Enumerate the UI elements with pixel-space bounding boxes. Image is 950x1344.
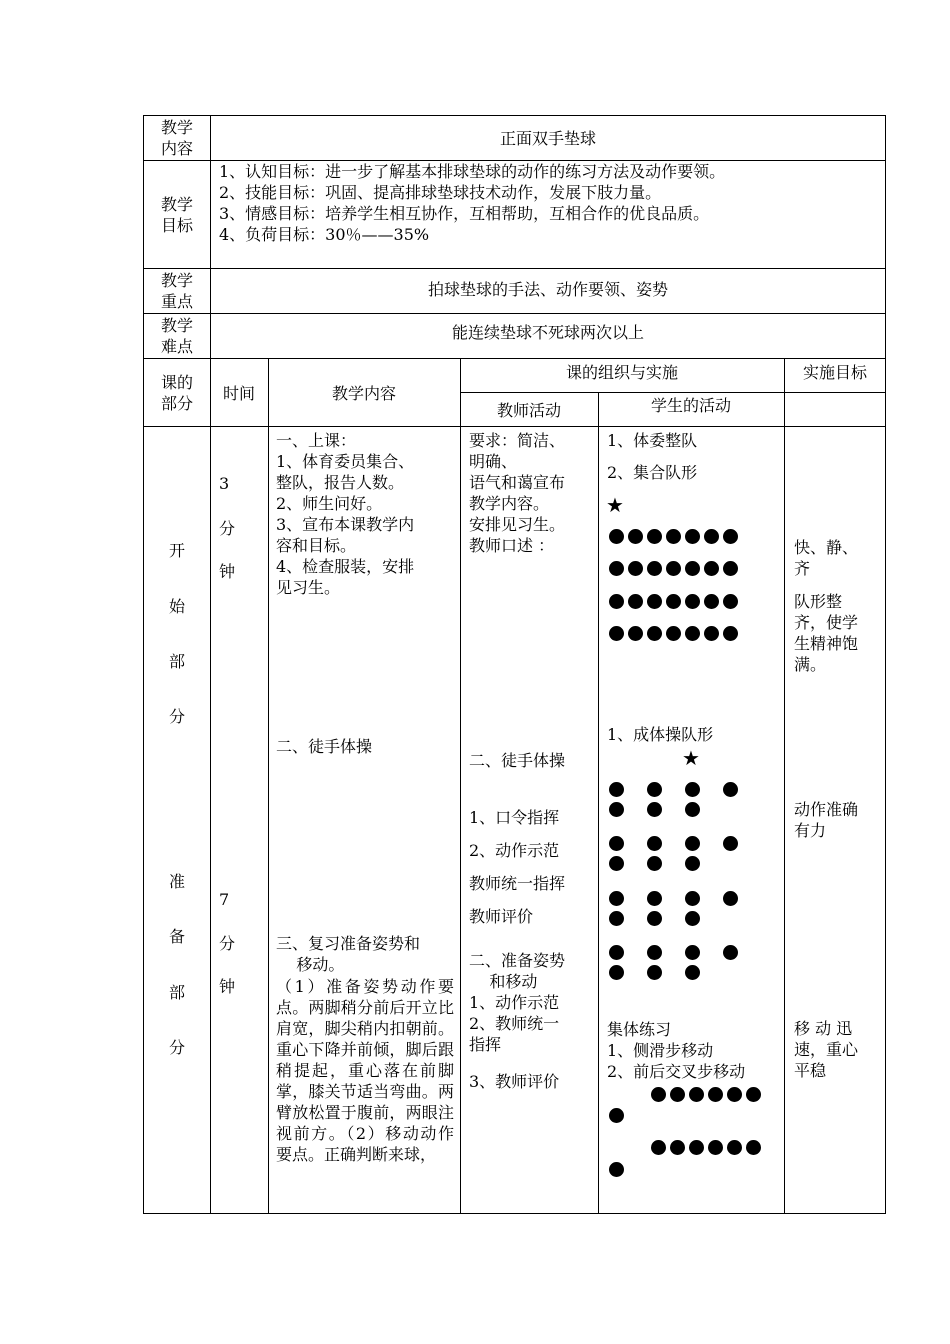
student-dot — [685, 891, 700, 906]
student-dot — [628, 626, 643, 641]
student-dot — [685, 594, 700, 609]
student-dot — [609, 782, 624, 797]
col-goal: 实施目标 — [802, 363, 867, 382]
student-dot — [685, 856, 700, 871]
goal-item: 4、负荷目标：30％——35% — [219, 225, 430, 244]
lesson-topic: 正面双手垫球 — [499, 129, 596, 148]
goal-4: 移 动 迅 速，重心 平稳 — [794, 1019, 859, 1080]
part-start-3: 部 — [168, 652, 185, 671]
student-dot — [723, 782, 738, 797]
part-prep-1: 准 — [168, 872, 185, 891]
student-dot — [647, 782, 662, 797]
student-dot — [685, 802, 700, 817]
part-start-2: 始 — [168, 597, 185, 616]
student-dot — [647, 891, 662, 906]
student-dot — [708, 1140, 723, 1155]
student-dot — [685, 836, 700, 851]
student-dot — [651, 1087, 666, 1102]
time-prep-num: 7 — [219, 890, 230, 909]
student-dot — [647, 945, 662, 960]
formation-3 — [609, 1087, 769, 1182]
part-prep-4: 分 — [168, 1038, 185, 1057]
student-dot — [727, 1140, 742, 1155]
student-dot — [685, 965, 700, 980]
student-dot — [647, 561, 662, 576]
formation-1 — [609, 529, 749, 647]
student-dot — [685, 911, 700, 926]
student-dot — [704, 626, 719, 641]
formation-2 — [609, 782, 749, 982]
student-dot — [670, 1087, 685, 1102]
teacher-item: 教师评价 — [469, 907, 534, 926]
student-dot — [666, 626, 681, 641]
student-dot — [689, 1140, 704, 1155]
teacher-item: 1、口令指挥 — [469, 808, 560, 827]
content-label: 教学 内容 — [160, 118, 193, 158]
student-dot — [609, 945, 624, 960]
student-dot — [666, 594, 681, 609]
student-dot — [651, 1140, 666, 1155]
student-dot — [647, 626, 662, 641]
goals-list — [219, 161, 725, 245]
teacher-block-3: 二、准备姿势 和移动 1、动作示范 2、教师统一 指挥 — [469, 951, 566, 1054]
goal-item: 3、情感目标：培养学生相互协作，互相帮助，互相合作的优良品质。 — [219, 204, 710, 223]
student-line-1: 1、体委整队 — [607, 431, 698, 450]
difficulty-value: 能连续垫球不死球两次以上 — [451, 323, 644, 342]
student-dot — [723, 561, 738, 576]
student-dot — [723, 945, 738, 960]
student-dot — [647, 802, 662, 817]
student-dot — [609, 529, 624, 544]
student-dot — [647, 965, 662, 980]
student-dot — [609, 561, 624, 576]
goal-2: 队形整 齐，使学 生精神饱 满。 — [794, 592, 859, 674]
teacher-block-2-title: 二、徒手体操 — [469, 751, 566, 770]
student-dot — [609, 911, 624, 926]
col-time: 时间 — [222, 384, 255, 403]
student-dot — [628, 561, 643, 576]
student-dot — [647, 594, 662, 609]
student-dot — [609, 594, 624, 609]
goal-item: 1、认知目标：进一步了解基本排球垫球的动作的练习方法及动作要领。 — [219, 162, 726, 181]
student-dot — [666, 561, 681, 576]
student-dot — [685, 561, 700, 576]
student-dot — [609, 891, 624, 906]
student-dot — [723, 626, 738, 641]
key-value: 拍球垫球的手法、动作要领、姿势 — [427, 280, 668, 299]
time-start-num: 3 — [219, 474, 230, 493]
student-dot — [723, 836, 738, 851]
student-dot — [628, 529, 643, 544]
difficulty-label: 教学 难点 — [160, 316, 193, 356]
student-dot — [666, 529, 681, 544]
student-dot — [685, 529, 700, 544]
student-dot — [609, 1162, 624, 1177]
teacher-star-icon: ★ — [682, 746, 700, 770]
student-dot — [689, 1087, 704, 1102]
goal-item: 2、技能目标：巩固、提高排球垫球技术动作，发展下肢力量。 — [219, 183, 662, 202]
key-label: 教学 重点 — [160, 271, 193, 311]
goal-3: 动作准确 有力 — [794, 800, 859, 840]
col-content: 教学内容 — [331, 384, 396, 403]
content-block-2: 二、徒手体操 — [276, 737, 373, 756]
col-student: 学生的活动 — [650, 396, 731, 415]
col-teacher: 教师活动 — [496, 401, 561, 420]
student-practice: 集体练习 1、侧滑步移动 2、前后交叉步移动 — [607, 1020, 746, 1081]
time-start-unit1: 分 — [219, 519, 236, 538]
content-block-3-title: 三、复习准备姿势和 移动。 — [276, 934, 421, 974]
student-dot — [609, 836, 624, 851]
student-dot — [704, 561, 719, 576]
student-dot — [685, 945, 700, 960]
student-dot — [609, 965, 624, 980]
teacher-block-3-eval: 3、教师评价 — [469, 1072, 560, 1091]
goal-1: 快、静、 齐 — [794, 538, 859, 578]
student-dot — [708, 1087, 723, 1102]
student-dot — [746, 1087, 761, 1102]
time-start-unit2: 钟 — [219, 562, 236, 581]
student-dot — [609, 856, 624, 871]
student-dot — [704, 529, 719, 544]
student-dot — [628, 594, 643, 609]
student-dot — [685, 782, 700, 797]
student-dot — [647, 856, 662, 871]
student-dot — [609, 1108, 624, 1123]
teacher-star-icon: ★ — [606, 493, 624, 517]
part-prep-2: 备 — [168, 927, 185, 946]
content-block-1: 一、上课： 1、体育委员集合、 整队，报告人数。 2、师生问好。 3、宣布本课教学内 容和目标。 4、检查服装，安排 见习生。 — [276, 431, 415, 597]
col-part: 课的 部分 — [160, 373, 193, 413]
student-dot — [670, 1140, 685, 1155]
student-line-2: 2、集合队形 — [607, 463, 698, 482]
time-prep-unit2: 钟 — [219, 977, 236, 996]
time-prep-unit1: 分 — [219, 934, 236, 953]
teacher-item: 教师统一指挥 — [469, 874, 566, 893]
student-dot — [704, 594, 719, 609]
content-block-3-text: （1）准备姿势动作要点。两脚稍分前后开立比肩宽，脚尖稍内扣朝前。重心下降并前倾，脚后跟稍提起，重心落在前脚掌，膝关节适当弯曲。两臂放松置于腹前，两眼注视前方。（2）移动动作要点。正确判断来球， — [276, 977, 454, 1164]
teacher-block-1: 要求：简洁、 明确、 语气和蔼宣布 教学内容。 安排见习生。 教师口述 ： — [469, 431, 566, 555]
student-dot — [727, 1087, 742, 1102]
student-dot — [609, 802, 624, 817]
student-dot — [723, 529, 738, 544]
student-dot — [647, 911, 662, 926]
student-dot — [723, 891, 738, 906]
formation-2-title: 1、成体操队形 — [607, 725, 714, 744]
student-dot — [647, 836, 662, 851]
part-prep-3: 部 — [168, 983, 185, 1002]
teacher-item: 2、动作示范 — [469, 841, 560, 860]
part-start-4: 分 — [168, 707, 185, 726]
student-dot — [685, 626, 700, 641]
goals-label: 教学 目标 — [160, 195, 193, 235]
student-dot — [647, 529, 662, 544]
student-dot — [723, 594, 738, 609]
col-org: 课的组织与实施 — [565, 363, 678, 382]
student-dot — [746, 1140, 761, 1155]
part-start-1: 开 — [168, 541, 185, 560]
student-dot — [609, 626, 624, 641]
